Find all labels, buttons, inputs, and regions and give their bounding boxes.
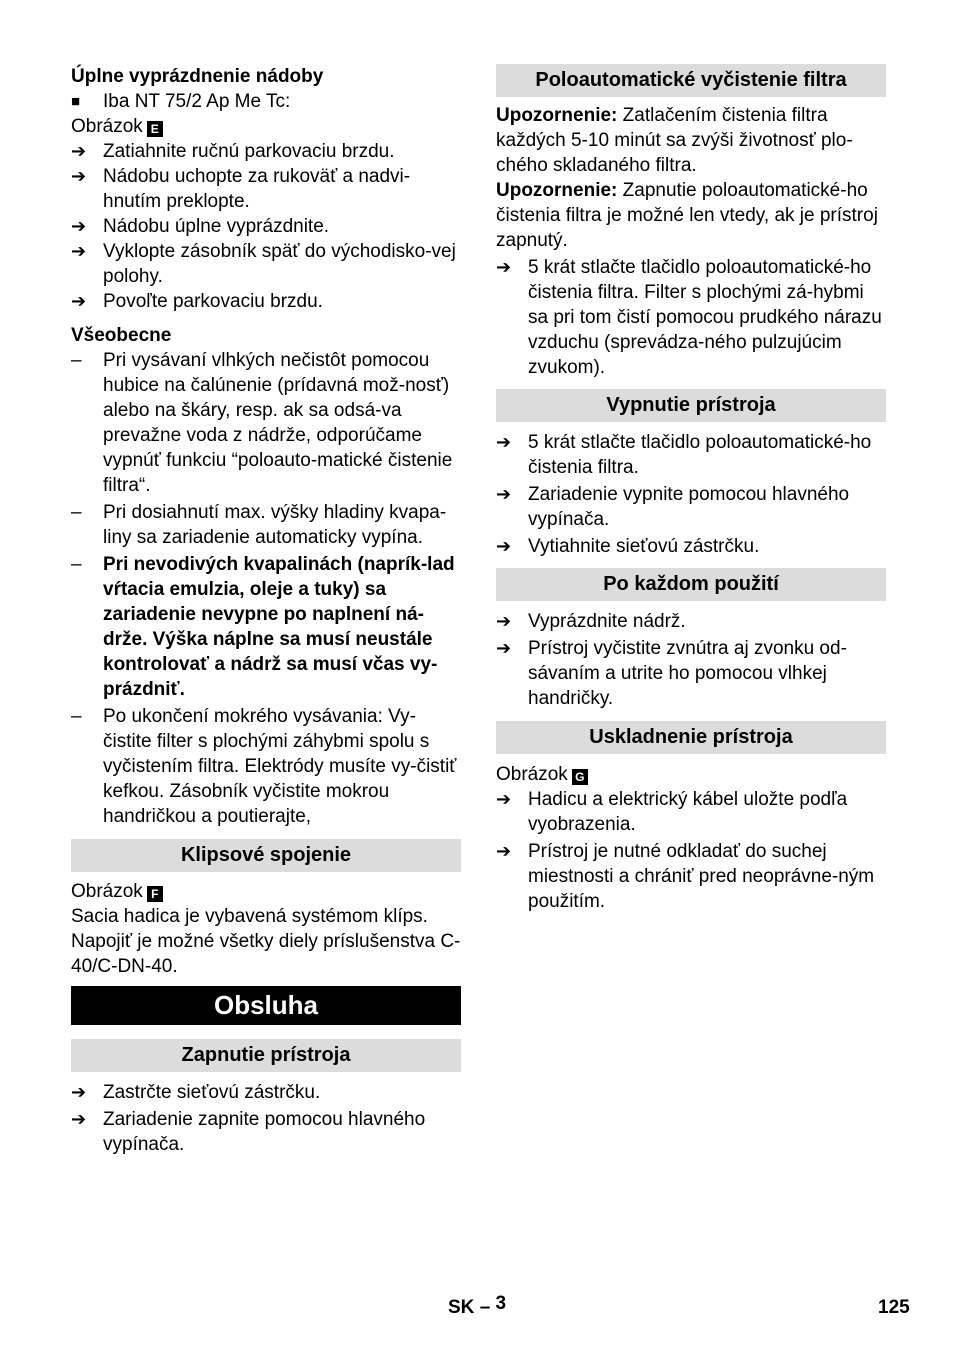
figure-e-icon: E — [147, 121, 163, 137]
arrow-right-icon: ➔ — [496, 638, 512, 658]
list-item: ➔ Zatiahnite ručnú parkovaciu brzdu. — [71, 141, 395, 162]
footer-section-label: SK – 3 — [448, 1293, 507, 1318]
list-item-warning: – Pri nevodivých kvapalinách (naprík-lad vŕtacia emulzia, oleje a tuky) sa zariadenie nevypne po naplnení ná-drže. Výška náplne sa musí neustále kontrolovať a nádrž sa musí včas vy-prázdniť. — [71, 554, 455, 700]
chapter-bar-operation: Obsluha — [71, 986, 461, 1025]
arrow-right-icon: ➔ — [496, 611, 512, 631]
arrow-right-icon: ➔ — [71, 216, 87, 236]
heading-empty-container: Úplne vyprázdnenie nádoby — [71, 66, 324, 87]
list-item: ➔ Zastrčte sieťovú zástrčku. — [71, 1082, 321, 1103]
list-item: ➔ Prístroj vyčistite zvnútra aj zvonku od-sávaním a utrite ho pomocou vlhkej handričky. — [496, 638, 847, 709]
list-item: ➔ Nádobu úplne vyprázdnite. — [71, 216, 330, 237]
section-bar-after-use: Po každom použití — [496, 568, 886, 601]
arrow-right-icon: ➔ — [496, 789, 512, 809]
list-item: ➔ Zariadenie zapnite pomocou hlavného vypínača. — [71, 1109, 426, 1155]
list-item: – Pri vysávaní vlhkých nečistôt pomocou hubice na čalúnenie (prídavná mož-nosť) alebo na škáry, resp. ak sa odsá-va prevažne voda z nádrže, odporúčame vypnúť funkciu “poloauto-matické čistenie filtra“. — [71, 350, 453, 496]
list-item: ➔ Povoľte parkovaciu brzdu. — [71, 291, 323, 312]
list-item: ➔ 5 krát stlačte tlačidlo poloautomatické-ho čistenia filtra. Filter s plochými zá-hybmi sa pri tom čistí pomocou prudkého nárazu vzduchu (sprevádza-ného pulzujúcim zvukom). — [496, 257, 882, 378]
figure-reference: Obrázok G — [496, 762, 886, 787]
arrow-right-icon: ➔ — [71, 166, 87, 186]
arrow-right-icon: ➔ — [496, 841, 512, 861]
section-bar-storage: Uskladnenie prístroja — [496, 721, 886, 754]
list-item: ➔ Hadicu a elektrický kábel uložte podľa vyobrazenia. — [496, 789, 848, 835]
square-bullet-icon: ■ — [71, 93, 81, 110]
arrow-right-icon: ➔ — [71, 291, 87, 311]
dash-bullet: – — [71, 706, 82, 727]
section-bar-switch-off: Vypnutie prístroja — [496, 389, 886, 422]
section-bar-filter: Poloautomatické vyčistenie filtra — [496, 64, 886, 97]
arrow-right-icon: ➔ — [496, 257, 512, 277]
figure-reference: Obrázok F — [71, 879, 461, 904]
page-number: 125 — [878, 1297, 910, 1318]
right-column — [496, 64, 886, 914]
section-bar-switch-on: Zapnutie prístroja — [71, 1039, 461, 1072]
figure-f-icon: F — [147, 886, 163, 902]
note-2: Upozornenie: Zapnutie poloautomatické-ho čistenia filtra je možné len vtedy, ak je prístroj zapnutý. — [496, 180, 878, 251]
model-bullet: ■ Iba NT 75/2 Ap Me Tc: — [71, 91, 291, 112]
list-item: ➔ Vytiahnite sieťovú zástrčku. — [496, 536, 760, 557]
list-item: ➔ Vyprázdnite nádrž. — [496, 611, 686, 632]
note-1: Upozornenie: Zatlačením čistenia filtra každých 5-10 minút sa zvýši životnosť plo-chého skladaného filtra. — [496, 105, 853, 176]
list-item: ➔ Vyklopte zásobník späť do východisko-vej polohy. — [71, 241, 456, 287]
list-item: ➔ Prístroj je nutné odkladať do suchej miestnosti a chrániť pred neoprávne-ným použitím. — [496, 841, 875, 912]
left-column — [71, 64, 461, 1157]
figure-reference: Obrázok E — [71, 114, 461, 139]
arrow-right-icon: ➔ — [496, 432, 512, 452]
list-item: – Pri dosiahnutí max. výšky hladiny kvapa-liny sa zariadenie automaticky vypína. — [71, 502, 447, 548]
list-item: ➔ Nádobu uchopte za rukoväť a nadvi-hnutím preklopte. — [71, 166, 411, 212]
list-item: ➔ Zariadenie vypnite pomocou hlavného vypínača. — [496, 484, 850, 530]
arrow-right-icon: ➔ — [71, 141, 87, 161]
section-bar-clip: Klipsové spojenie — [71, 839, 461, 872]
arrow-right-icon: ➔ — [496, 536, 512, 556]
dash-bullet: – — [71, 502, 82, 523]
clip-text: Sacia hadica je vybavená systémom klíps. Napojiť je možné všetky diely príslušenstva C-40/C-DN-40. — [71, 906, 461, 977]
arrow-right-icon: ➔ — [496, 484, 512, 504]
arrow-right-icon: ➔ — [71, 1109, 87, 1129]
heading-general: Všeobecne — [71, 325, 172, 346]
dash-bullet: – — [71, 350, 82, 371]
list-item: ➔ 5 krát stlačte tlačidlo poloautomatické-ho čistenia filtra. — [496, 432, 872, 478]
arrow-right-icon: ➔ — [71, 1082, 87, 1102]
figure-g-icon: G — [572, 769, 588, 785]
list-item: – Po ukončení mokrého vysávania: Vy-čistite filter s plochými záhybmi spolu s vyčistením filtra. Elektródy musíte vy-čistiť kefkou. Zásobník vyčistite mokrou handričkou a poutierajte, — [71, 706, 457, 827]
dash-bullet: – — [71, 554, 82, 575]
arrow-right-icon: ➔ — [71, 241, 87, 261]
